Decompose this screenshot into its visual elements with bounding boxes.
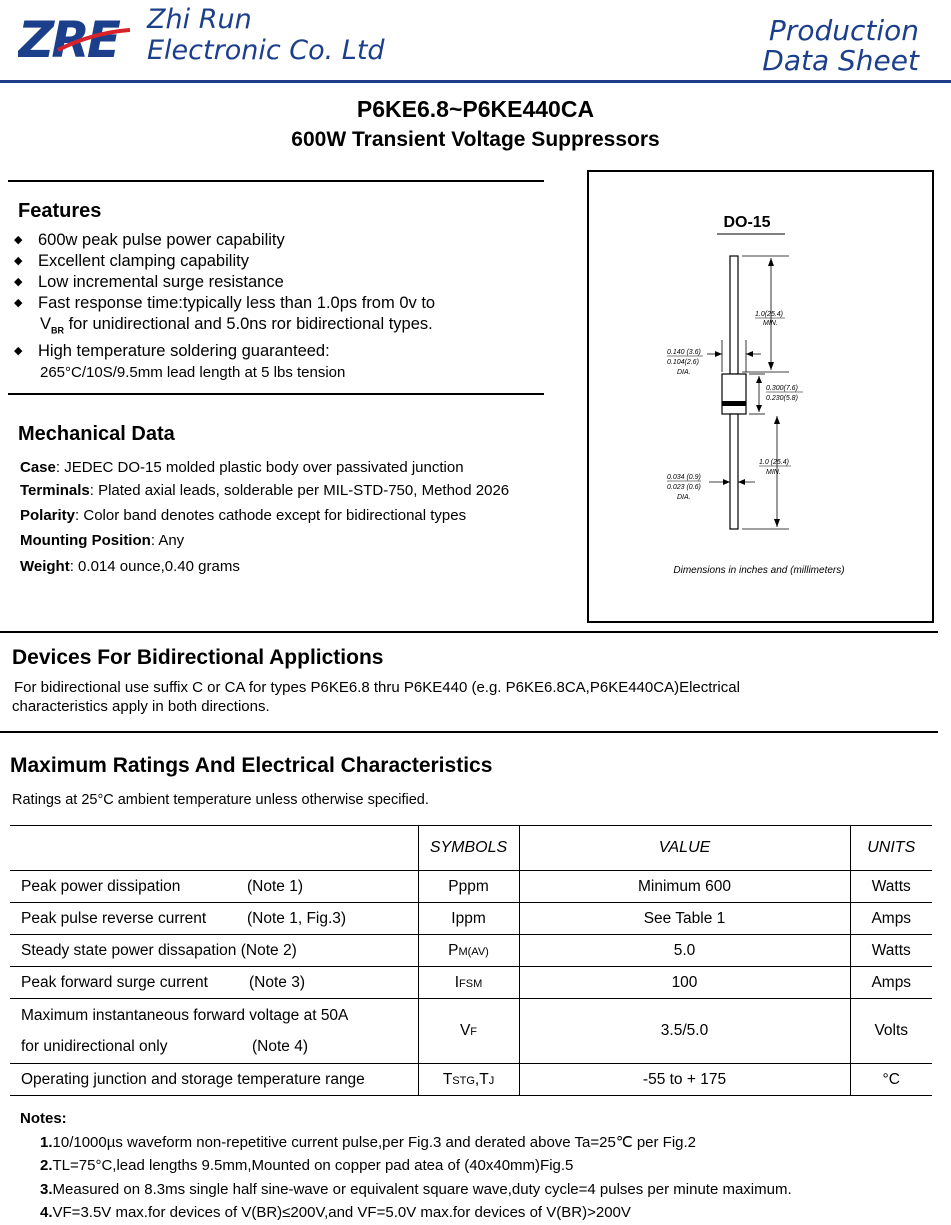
table-row: Maximum instantaneous forward voltage at 50A for unidirectional only (Note 4) VF 3.5/5.0 Volts [10,999,932,1064]
feature-item-continuation: 265°C/10S/9.5mm lead length at 5 lbs tension [40,364,346,382]
features-heading: Features [18,200,102,222]
doc-type-line2: Data Sheet [762,44,919,77]
logo-text: ZRE [18,11,118,62]
mech-row-polarity: Polarity: Color band denotes cathode except for bidirectional types [20,507,467,524]
dim-bot-len-1: 1.0 (25.4) [759,459,789,466]
feature-item: ◆ Low incremental surge resistance [14,273,284,291]
bullet-icon: ◆ [14,345,23,358]
feature-item-continuation: $V_{BR}$ for unidirectional and 5.0ns ror bidirectional types. [40,315,433,336]
company-logo [18,10,130,62]
dimensions-caption: Dimensions in inches and (millimeters) [673,565,845,576]
mech-row-case: Case: JEDEC DO-15 molded plastic body over passivated junction [20,459,464,476]
bidirectional-text-line2: characteristics apply in both directions. [12,698,270,715]
mechanical-top-rule [8,393,544,395]
dim-bot-len-2: MIN. [766,469,781,476]
bidirectional-top-rule [0,631,938,633]
dim-lead-dia-1: 0.034 (0.9) [667,474,701,481]
bullet-icon: ◆ [14,255,23,267]
note-item: 3.Measured on 8.3ms single half sine-wave or equivalent square wave,duty cycle=4 pulses per minute maximum. [40,1180,792,1198]
mech-row-terminals: Terminals: Plated axial leads, solderable per MIL-STD-750, Method 2026 [20,482,510,499]
ratings-top-rule [0,731,938,733]
feature-item: ◆ High temperature soldering guaranteed: [14,342,330,361]
note-item: 2.TL=75°C,lead lengths 9.5mm,Mounted on copper pad atea of (40x40mm)Fig.5 [40,1157,574,1174]
company-name [147,4,385,66]
dim-body-len-1: 0.300(7.6) [766,385,798,392]
note-item: 4.VF=3.5V max.for devices of V(BR)≤200V,and VF=5.0V max.for devices of V(BR)>200V [40,1204,631,1221]
table-row: Peak forward surge current (Note 3) IFSM 100 Amps [10,967,932,999]
features-list [14,230,435,383]
dim-top-len-1: 1.0(25.4) [755,311,784,318]
features-top-rule [8,180,544,182]
bidirectional-heading: Devices For Bidirectional Applictions [12,646,384,669]
table-header-row [10,826,932,871]
bidirectional-text-line1: For bidirectional use suffix C or CA for types P6KE6.8 thru P6KE440 (e.g. P6KE6.8CA,P6KE440CA)Electrical [14,679,740,696]
company-name-line2: Electronic Co. Ltd [147,35,385,66]
feature-item: ◆ Excellent clamping capability [14,252,249,270]
dim-top-len-2: MIN. [763,320,778,327]
doc-type-line1: Production [768,14,919,47]
table-row: Peak power dissipation (Note 1) Pppm Minimum 600 Watts [10,871,932,903]
header-symbols: SYMBOLS [418,826,519,871]
note-item: 1.10/1000µs waveform non-repetitive current pulse,per Fig.3 and derated above Ta=25℃ per Fig.2 [40,1133,697,1151]
package-outline-box [587,170,934,623]
mech-row-weight: Weight: 0.014 ounce,0.40 grams [20,558,240,575]
bullet-icon: ◆ [14,234,23,246]
dim-body-dia-1: 0.140 (3.6) [667,349,701,356]
bullet-icon: ◆ [14,297,23,309]
ratings-subtitle: Ratings at 25°C ambient temperature unless otherwise specified. [12,792,429,808]
dim-lead-dia-2: 0.023 (0.6) [667,484,701,491]
dim-body-dia-3: DIA. [677,369,691,376]
dim-body-dia-2: 0.104(2.6) [667,359,699,366]
dim-lead-dia-3: DIA. [677,494,691,501]
product-subtitle: 600W Transient Voltage Suppressors [291,128,660,151]
header-param [10,826,418,871]
feature-item: ◆ Fast response time:typically less than 1.0ps from 0v to [14,294,436,312]
feature-item: ◆ 600w peak pulse power capability [14,231,285,249]
header-divider [0,80,951,83]
package-name: DO-15 [723,214,771,231]
table-row: Peak pulse reverse current (Note 1, Fig.3) Ippm See Table 1 Amps [10,903,932,935]
table-row: Operating junction and storage temperature range TSTG,TJ -55 to + 175 °C [10,1064,932,1096]
doc-type [762,16,919,76]
header-units: UNITS [850,826,932,871]
notes-heading: Notes: [20,1110,67,1127]
do15-diagram [589,172,932,621]
notes-section [20,1107,792,1225]
mech-row-mounting: Mounting Position: Any [20,532,185,549]
dim-body-len-2: 0.230(5.8) [766,395,798,402]
company-name-line1: Zhi Run [147,4,252,35]
mechanical-heading: Mechanical Data [18,423,175,445]
ratings-heading: Maximum Ratings And Electrical Characteristics [10,754,493,777]
bullet-icon: ◆ [14,276,23,288]
ratings-table [10,825,932,1096]
part-range-title: P6KE6.8~P6KE440CA [356,96,595,122]
header-value: VALUE [519,826,850,871]
table-row: Steady state power dissapation (Note 2) PM(AV) 5.0 Watts [10,935,932,967]
